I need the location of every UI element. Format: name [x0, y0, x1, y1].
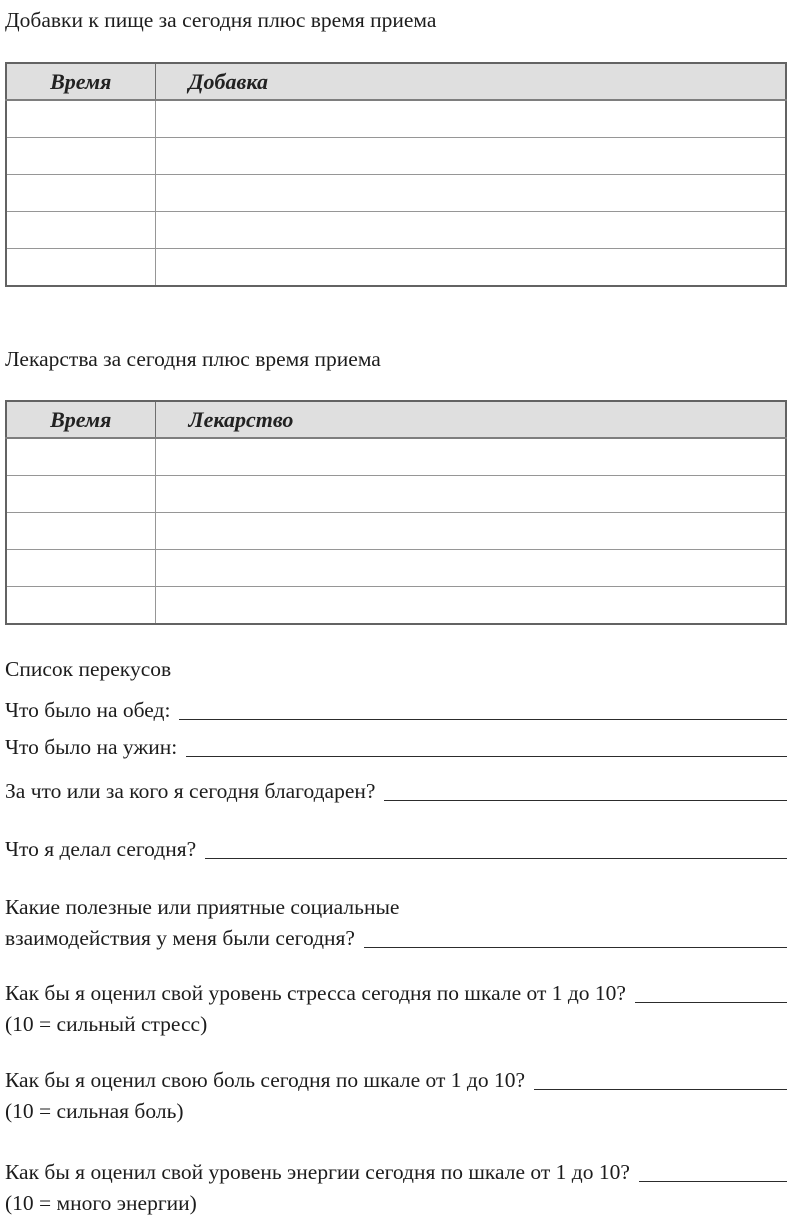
table-row	[6, 438, 786, 476]
energy-scale-note: (10 = много энергии)	[5, 1191, 197, 1215]
stress-rating-row	[5, 978, 787, 1009]
supplement-cell	[155, 138, 786, 175]
stress-rating-blank-line	[635, 978, 787, 1009]
energy-rating-row	[5, 1157, 787, 1188]
medication-cell	[155, 476, 786, 513]
medications-item-column-header: Лекарство	[155, 401, 786, 438]
activities-question-row	[5, 834, 787, 865]
social-blank-line	[364, 923, 787, 954]
lunch-question-label: Что было на обед:	[5, 698, 171, 722]
table-row	[6, 249, 786, 287]
lunch-blank-line	[179, 695, 787, 726]
activities-question-label: Что я делал сегодня?	[5, 837, 197, 861]
medication-cell	[155, 550, 786, 587]
time-cell	[6, 513, 155, 550]
time-cell	[6, 476, 155, 513]
supplement-cell	[155, 100, 786, 138]
time-cell	[6, 249, 155, 287]
supplements-time-column-header: Время	[6, 63, 155, 100]
supplements-item-column-header: Добавка	[155, 63, 786, 100]
dinner-question-label: Что было на ужин:	[5, 735, 178, 759]
social-question-row	[5, 923, 787, 954]
medication-cell	[155, 587, 786, 625]
gratitude-question-row	[5, 776, 787, 807]
pain-rating-row	[5, 1065, 787, 1096]
supplements-table-header-row	[6, 63, 786, 100]
table-row	[6, 138, 786, 175]
supplement-cell	[155, 249, 786, 287]
energy-rating-blank-line	[639, 1157, 787, 1188]
medication-cell	[155, 438, 786, 476]
medication-cell	[155, 513, 786, 550]
medications-table-header-row	[6, 401, 786, 438]
gratitude-blank-line	[384, 776, 787, 807]
pain-rating-blank-line	[534, 1065, 787, 1096]
supplements-section-title: Добавки к пище за сегодня плюс время приема	[5, 8, 437, 32]
table-row	[6, 513, 786, 550]
table-row	[6, 100, 786, 138]
medications-table	[5, 400, 787, 625]
snacks-list-label: Список перекусов	[5, 657, 172, 681]
table-row	[6, 587, 786, 625]
table-row	[6, 175, 786, 212]
supplement-cell	[155, 175, 786, 212]
stress-rating-question: Как бы я оценил свой уровень стресса сегодня по шкале от 1 до 10?	[5, 981, 626, 1005]
pain-rating-question: Как бы я оценил свою боль сегодня по шкале от 1 до 10?	[5, 1068, 526, 1092]
social-question-line2: взаимодействия у меня были сегодня?	[5, 926, 355, 950]
time-cell	[6, 138, 155, 175]
table-row	[6, 212, 786, 249]
social-question-block	[5, 892, 787, 954]
time-cell	[6, 175, 155, 212]
energy-rating-question: Как бы я оценил свой уровень энергии сегодня по шкале от 1 до 10?	[5, 1160, 630, 1184]
activities-blank-line	[205, 834, 787, 865]
table-row	[6, 476, 786, 513]
time-cell	[6, 100, 155, 138]
time-cell	[6, 587, 155, 625]
gratitude-question-label: За что или за кого я сегодня благодарен?	[5, 779, 376, 803]
dinner-question-row	[5, 732, 787, 763]
lunch-question-row	[5, 695, 787, 726]
time-cell	[6, 212, 155, 249]
time-cell	[6, 550, 155, 587]
supplements-table	[5, 62, 787, 287]
time-cell	[6, 438, 155, 476]
table-row	[6, 550, 786, 587]
social-question-line1: Какие полезные или приятные социальные	[5, 895, 400, 919]
supplement-cell	[155, 212, 786, 249]
medications-section-title: Лекарства за сегодня плюс время приема	[5, 347, 381, 371]
pain-scale-note: (10 = сильная боль)	[5, 1099, 184, 1123]
stress-scale-note: (10 = сильный стресс)	[5, 1012, 208, 1036]
dinner-blank-line	[186, 732, 787, 763]
medications-time-column-header: Время	[6, 401, 155, 438]
